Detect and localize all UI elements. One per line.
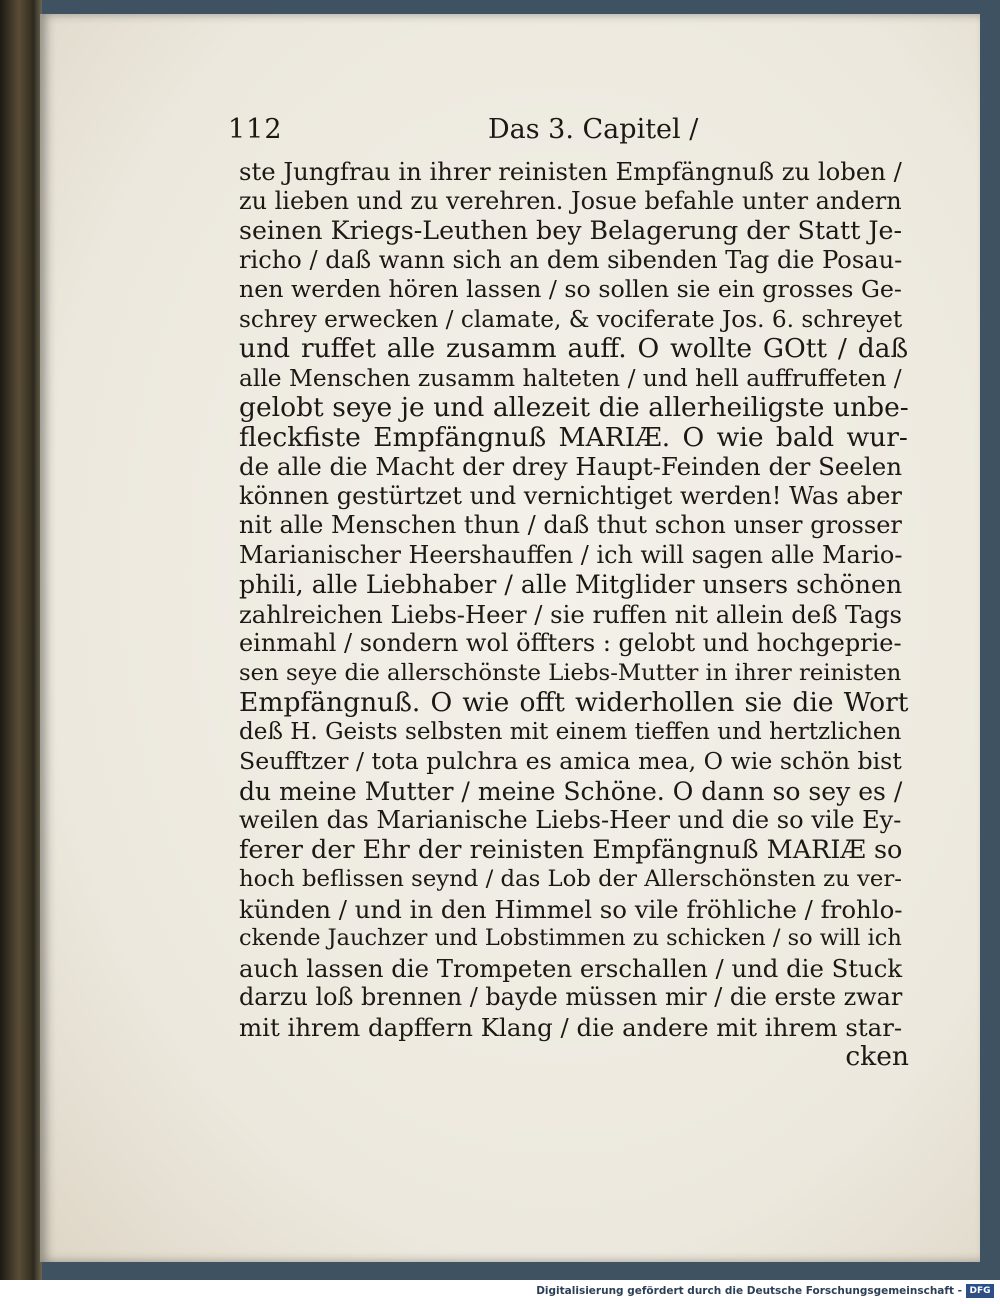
text-line: phili, alle Liebhaber / alle Mitglider unsers schönen: [239, 570, 903, 599]
text-line: Marianischer Heershauffen / ich will sagen alle Mario-: [239, 540, 903, 569]
text-line: seinen Kriegs-Leuthen bey Belagerung der Statt Je-: [239, 216, 903, 245]
body-text: [239, 157, 909, 1072]
dfg-logo-icon: DFG: [966, 1284, 994, 1298]
text-line: zu lieben und zu verehren. Josue befahle unter andern: [239, 186, 902, 215]
text-line: du meine Mutter / meine Schöne. O dann so sey es /: [239, 776, 903, 806]
text-line: ckende Jauchzer und Lobstimmen zu schicken / so will ich: [239, 925, 902, 951]
text-line: darzu loß brennen / bayde müssen mir / die erste zwar: [239, 983, 903, 1011]
text-line: künden / und in den Himmel so vile fröhliche / frohlo-: [239, 894, 903, 924]
text-line: einmahl / sondern wol öffters : gelobt und hochgeprie-: [239, 629, 902, 657]
text-line: nen werden hören lassen / so sollen sie ein grosses Ge-: [239, 275, 902, 303]
running-head: Das 3. Capitel /: [488, 114, 699, 145]
text-line: mit ihrem dapffern Klang / die andere mit ihrem star-: [239, 1012, 903, 1042]
text-line: richo / daß wann sich an dem sibenden Tag die Posau-: [239, 245, 903, 274]
text-line: Seufftzer / tota pulchra es amica mea, O wie schön bist: [239, 747, 902, 775]
book-binding: [0, 0, 42, 1280]
text-line: Empfängnuß. O wie offt widerhollen sie die Wort: [239, 688, 909, 718]
text-line: fleckfiste Empfängnuß MARIÆ. O wie bald wur-: [239, 422, 908, 452]
text-line: können gestürtzet und vernichtiget werden! Was aber: [239, 481, 902, 510]
text-line: hoch beflissen seynd / das Lob der Allerschönsten zu ver-: [239, 866, 902, 892]
text-line: auch lassen die Trompeten erschallen / und die Stuck: [239, 953, 903, 983]
page-header: [40, 114, 980, 154]
text-line: ste Jungfrau in ihrer reinisten Empfängnuß zu loben /: [239, 157, 902, 186]
text-line: alle Menschen zusamm halteten / und hell auffruffeten /: [239, 364, 902, 392]
page-number: 112: [228, 114, 283, 145]
text-line: gelobt seye je und allezeit die allerheiligste unbe-: [239, 393, 909, 423]
text-line: nit alle Menschen thun / daß thut schon unser grosser: [239, 511, 902, 539]
text-line: ferer der Ehr der reinisten Empfängnuß MARIÆ so: [239, 835, 903, 865]
text-line: zahlreichen Liebs-Heer / sie ruffen nit allein deß Tags: [239, 599, 902, 629]
text-line: und ruffet alle zusamm auff. O wollte GOtt / daß: [239, 334, 909, 364]
text-line: deß H. Geists selbsten mit einem tieffen und hertzlichen: [239, 718, 902, 745]
book-page: [40, 14, 980, 1262]
text-line: schrey erwecken / clamate, & vociferate Jos. 6. schreyet: [239, 305, 903, 333]
text-line: weilen das Marianische Liebs-Heer und die so vile Ey-: [239, 806, 902, 834]
footer-bar: [0, 1280, 1000, 1304]
funding-credit: Digitalisierung gefördert durch die Deutsche Forschungsgemeinschaft -: [536, 1285, 962, 1297]
text-line: de alle die Macht der drey Haupt-Feinden der Seelen: [239, 452, 903, 481]
text-line: sen seye die allerschönste Liebs-Mutter in ihrer reinisten: [239, 659, 902, 686]
catchword: cken: [845, 1042, 909, 1072]
